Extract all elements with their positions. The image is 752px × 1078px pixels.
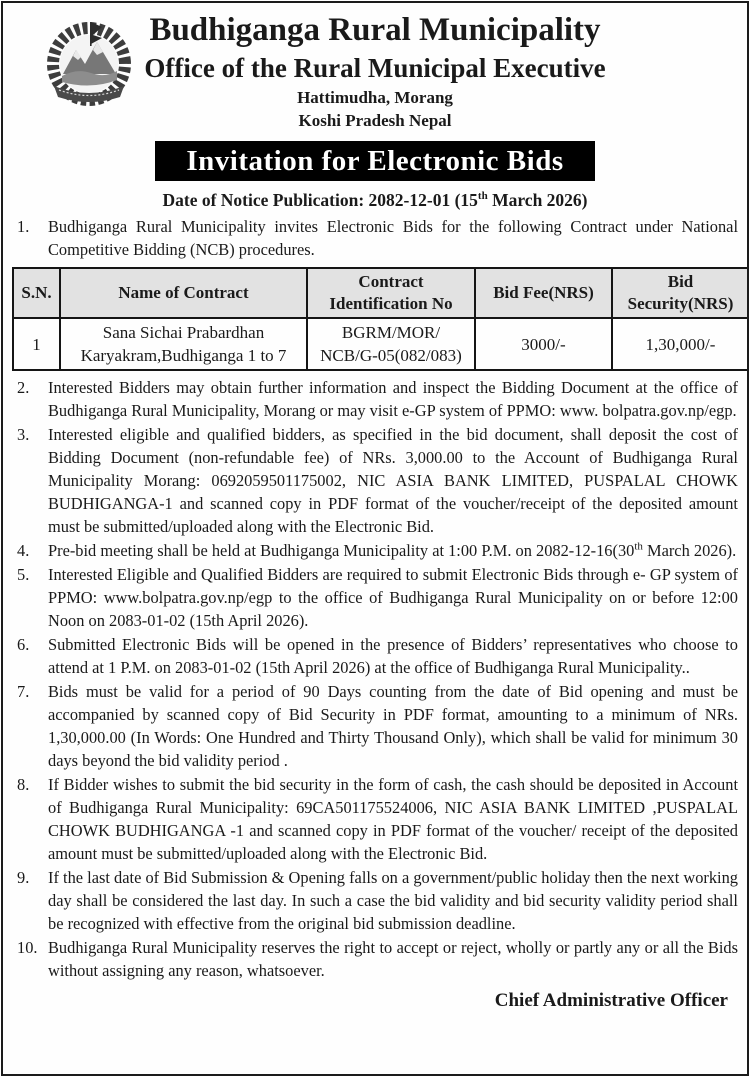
cell-bid-security: 1,30,000/- xyxy=(612,318,749,370)
ordinal-suffix: th xyxy=(477,190,488,203)
item-number: 5. xyxy=(17,565,30,584)
table-header-row xyxy=(13,268,749,318)
col-header-bid-security: Bid Security(NRS) xyxy=(612,268,749,318)
ordinal-suffix: th xyxy=(634,540,643,553)
list-item-7 xyxy=(12,680,738,772)
list-item-5 xyxy=(12,563,738,632)
signature-title: Chief Administrative Officer xyxy=(494,990,728,1011)
document-page xyxy=(1,1,749,1076)
col-header-sn: S.N. xyxy=(13,268,60,318)
item-text: Submitted Electronic Bids will be opened in the presence of Bidders’ representatives who choose to attend at 1 P.M. on 2083-01-02 (15th April 2026) at the office of Budhiganga Rural Municipality.. xyxy=(48,635,738,677)
list-item-4 xyxy=(12,539,738,562)
bid-table xyxy=(12,267,749,371)
col-header-bid-fee: Bid Fee(NRS) xyxy=(475,268,612,318)
list-item-2 xyxy=(12,376,738,422)
item-number: 4. xyxy=(17,541,30,560)
item-number: 7. xyxy=(17,682,30,701)
cell-contract-name: Sana Sichai Prabardhan Karyakram,Budhiganga 1 to 7 xyxy=(60,318,307,370)
list-item-8 xyxy=(12,773,738,865)
item-text: Bids must be valid for a period of 90 Days counting from the date of Bid opening and must be accompanied by scanned copy of Bid Security in PDF format, amounting to a minimum of NRs. 1,30,000.00 (In Words: One Hundred and Thirty Thousand Only), which shall be valid for minimum 30 days beyond the bid validity period . xyxy=(48,682,738,770)
list-item-6 xyxy=(12,633,738,679)
list-item-10 xyxy=(12,936,738,982)
item-number: 9. xyxy=(17,868,30,887)
table-row xyxy=(13,318,749,370)
address-line-1: Hattimudha, Morang xyxy=(297,88,453,107)
office-subtitle: Office of the Rural Municipal Executive xyxy=(144,53,606,83)
col-header-contract-id: Contract Identification No xyxy=(307,268,475,318)
item-text-start: Pre-bid meeting shall be held at Budhiganga Municipality at 1:00 P.M. on 2082-12-16(30 xyxy=(48,541,635,560)
notice-date-text-end: March 2026) xyxy=(487,190,588,210)
item-text: If the last date of Bid Submission & Opening falls on a government/public holiday then the next working day shall be considered the last day. In such a case the bid validity and bid security validity period shall be recognized with effective from the original bid submission deadline. xyxy=(48,868,738,933)
item-number: 2. xyxy=(17,378,30,397)
item-number: 10. xyxy=(17,938,38,957)
invitation-banner: Invitation for Electronic Bids xyxy=(155,141,595,181)
cell-contract-id: BGRM/MOR/ NCB/G-05(082/083) xyxy=(307,318,475,370)
nepal-emblem-logo xyxy=(39,9,139,111)
item-number: 3. xyxy=(17,425,30,444)
item-text-end: March 2026). xyxy=(642,541,737,560)
item-text: Interested eligible and qualified bidders, as specified in the bid document, shall deposit the cost of Bidding Document (non-refundable fee) of NRs. 3,000.00 to the Account of Budhiganga Rural Municipality Morang: 0692059501175002, NIC ASIA BANK LIMITED, PUSPALAL CHOWK BUDHIGANGA-1 and scanned copy in PDF format of the voucher/receipt of the deposited amount must be submitted/uploaded along with the Electronic Bid. xyxy=(48,425,738,536)
item-number: 6. xyxy=(17,635,30,654)
cell-bid-fee: 3000/- xyxy=(475,318,612,370)
page-title: Budhiganga Rural Municipality xyxy=(149,12,601,48)
col-header-contract-name: Name of Contract xyxy=(60,268,307,318)
address-line-2: Koshi Pradesh Nepal xyxy=(298,111,452,130)
notice-body xyxy=(3,211,747,1012)
item-text: Interested Eligible and Qualified Bidders are required to submit Electronic Bids through e- GP system of PPMO: www.bolpatra.gov.np/egp to the office of Budhiganga Rural Municipality on or before 12:00 Noon on 2083-01-02 (15th April 2026). xyxy=(48,565,738,630)
item-text: Budhiganga Rural Municipality invites Electronic Bids for the following Contract under National Competitive Bidding (NCB) procedures. xyxy=(48,217,738,259)
notice-date xyxy=(3,189,747,211)
list-item-3 xyxy=(12,423,738,538)
item-text: If Bidder wishes to submit the bid security in the form of cash, the cash should be deposited in Account of Budhiganga Rural Municipality: 69CA501175524006, NIC ASIA BANK LIMITED ,PUSPALAL CHOWK BUDHIGANGA -1 and scanned copy in PDF format of the voucher/ receipt of the deposited amount must be submitted/uploaded along with the Electronic Bid. xyxy=(48,775,738,863)
list-item-9 xyxy=(12,866,738,935)
notice-date-text: Date of Notice Publication: 2082-12-01 (15 xyxy=(162,190,478,210)
list-item-1 xyxy=(12,215,738,261)
item-text xyxy=(48,539,738,562)
item-number: 1. xyxy=(17,217,30,236)
cell-sn: 1 xyxy=(13,318,60,370)
item-text: Budhiganga Rural Municipality reserves the right to accept or reject, wholly or partly any or all the Bids without assigning any reason, whatsoever. xyxy=(48,938,738,980)
item-text: Interested Bidders may obtain further information and inspect the Bidding Document at the office of Budhiganga Rural Municipality, Morang or may visit e-GP system of PPMO: www. bolpatra.gov.np/egp. xyxy=(48,378,738,420)
item-number: 8. xyxy=(17,775,30,794)
